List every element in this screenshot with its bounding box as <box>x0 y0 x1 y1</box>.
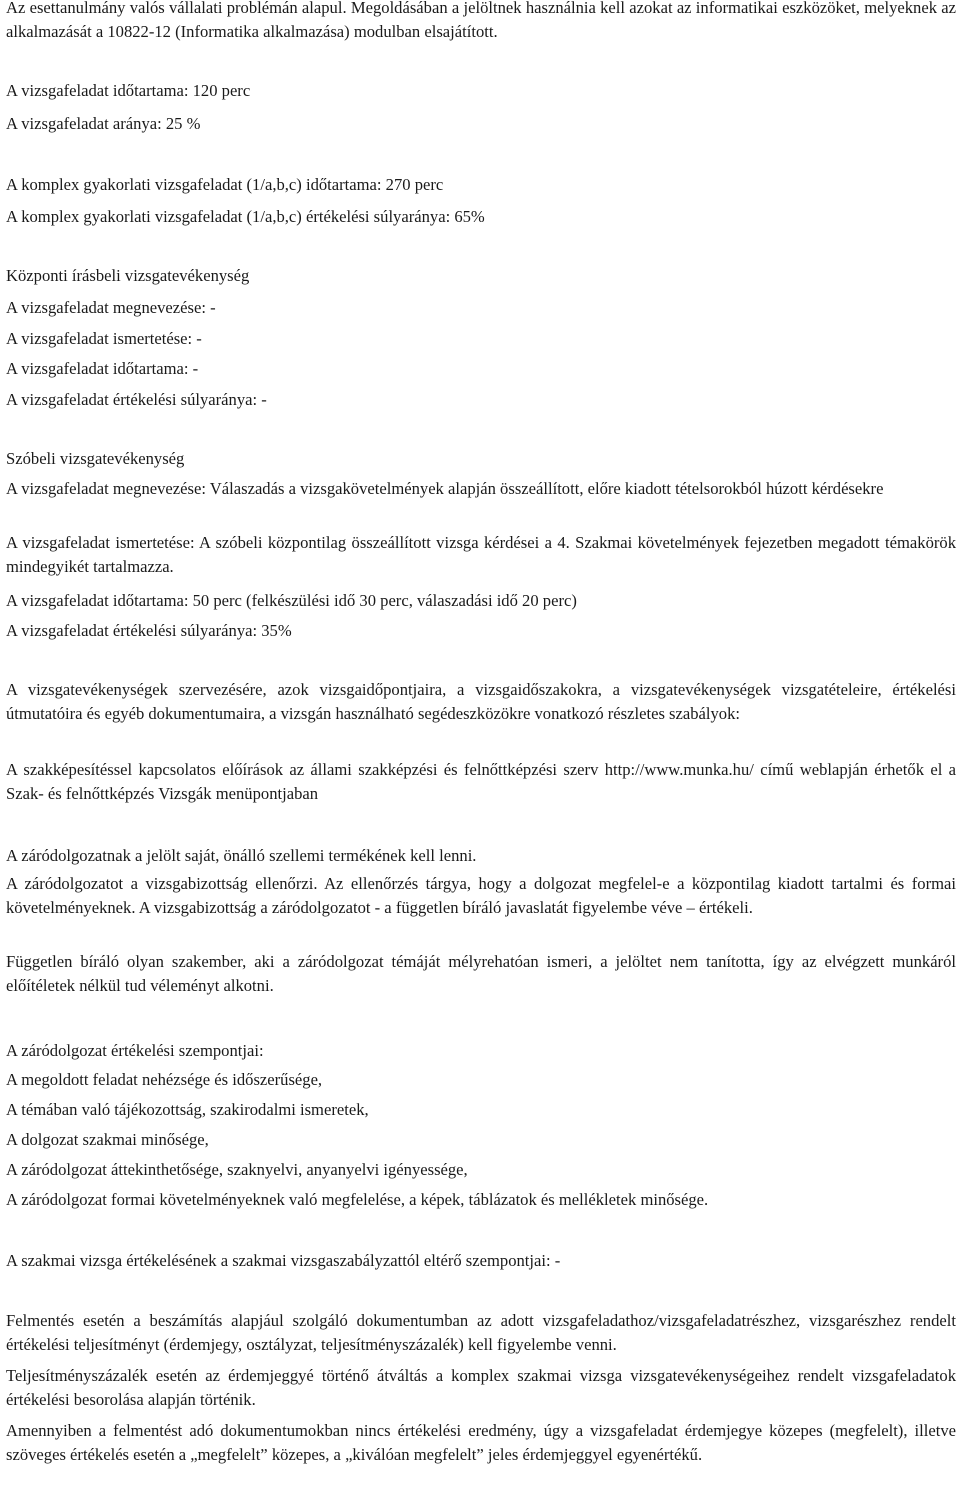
thesis-check-paragraph: A záródolgozatot a vizsgabizottság ellenőrzi. Az ellenőrzés tárgya, hogy a dolgozat megfelel-e a központilag kiadott tartalmi és formai követelményeknek. A vizsgabizottság a záródolgozatot - a független bíráló javaslatát figyelembe véve – értékeli. <box>6 874 956 917</box>
task-ratio: A vizsgafeladat aránya: 25 % <box>6 114 201 133</box>
oral-desc: A vizsgafeladat ismertetése: A szóbeli központilag összeállított vizsga kérdései a 4. Szakmai követelmények fejezetben megadott témakörök mindegyikét tartalmazza. <box>6 533 956 576</box>
deviating-criteria: A szakmai vizsga értékelésének a szakmai vizsgaszabályzattól eltérő szempontjai: - <box>6 1251 561 1270</box>
oral-title: Szóbeli vizsgatevékenység <box>6 449 185 468</box>
written-name: A vizsgafeladat megnevezése: - <box>6 298 216 317</box>
oral-name: A vizsgafeladat megnevezése: Válaszadás a vizsgakövetelmények alapján összeállított, előre kiadott tételsorokból húzott kérdésekre <box>6 479 884 498</box>
criteria-item: A megoldott feladat nehézsége és időszerűsége, <box>6 1070 323 1089</box>
written-desc: A vizsgafeladat ismertetése: - <box>6 329 202 348</box>
oral-weight: A vizsgafeladat értékelési súlyaránya: 35% <box>6 621 292 640</box>
oral-duration: A vizsgafeladat időtartama: 50 perc (felkészülési idő 30 perc, válaszadási idő 20 perc) <box>6 591 577 610</box>
written-title: Központi írásbeli vizsgatevékenység <box>6 266 250 285</box>
exemption-paragraph-1: Felmentés esetén a beszámítás alapjául szolgáló dokumentumban az adott vizsgafeladathoz/vizsgafeladatrészhez, vizsgarészhez rendelt értékelési teljesítményt (érdemjegy, osztályzat, teljesítményszázalék) kell figyelembe venni. <box>6 1311 956 1354</box>
thesis-reviewer-paragraph: Független bíráló olyan szakember, aki a záródolgozat témáját mélyrehatóan ismeri, a jelöltet nem tanította, így az elvégzett munkáról előítéletek nélkül tud véleményt alkotni. <box>6 952 956 995</box>
thesis-own-work: A záródolgozatnak a jelölt saját, önálló szellemi termékének kell lenni. <box>6 846 477 865</box>
written-weight: A vizsgafeladat értékelési súlyaránya: - <box>6 390 267 409</box>
exemption-paragraph-2: Teljesítményszázalék esetén az érdemjeggyé történő átváltás a komplex szakmai vizsga vizsgatevékenységeihez rendelt vizsgafeladatok értékelési besorolása alapján történik. <box>6 1366 956 1409</box>
criteria-title: A záródolgozat értékelési szempontjai: <box>6 1041 264 1060</box>
intro-paragraph: Az esettanulmány valós vállalati problémán alapul. Megoldásában a jelöltnek használnia kell azokat az informatikai eszközöket, melyeknek az alkalmazását a 10822-12 (Informatika alkalmazása) modulban elsajátított. <box>6 0 956 41</box>
complex-weight: A komplex gyakorlati vizsgafeladat (1/a,b,c) értékelési súlyaránya: 65% <box>6 207 485 226</box>
rules-link-paragraph: A szakképesítéssel kapcsolatos előírások az állami szakképzési és felnőttképzési szerv http://www.munka.hu/ című weblapján érhetők el a Szak- és felnőttképzés Vizsgák menüpontjaban <box>6 760 956 803</box>
criteria-item: A záródolgozat formai követelményeknek való megfelelése, a képek, táblázatok és mellékletek minősége. <box>6 1190 709 1209</box>
criteria-item: A záródolgozat áttekinthetősége, szaknyelvi, anyanyelvi igényessége, <box>6 1160 468 1179</box>
rules-paragraph: A vizsgatevékenységek szervezésére, azok vizsgaidőpontjaira, a vizsgaidőszakokra, a vizsgatevékenységek vizsgatételeire, értékelési útmutatóira és egyéb dokumentumaira, a vizsgán használható segédeszközökre vonatkozó részletes szabályok: <box>6 680 956 723</box>
criteria-item: A témában való tájékozottság, szakirodalmi ismeretek, <box>6 1100 369 1119</box>
exemption-paragraph-3: Amennyiben a felmentést adó dokumentumokban nincs értékelési eredmény, úgy a vizsgafeladat érdemjegye közepes (megfelelt), illetve szöveges értékelés esetén a „megfelelt” közepes, a „kiválóan megfelelt” jeles érdemjeggyel egyenértékű. <box>6 1421 956 1464</box>
written-duration: A vizsgafeladat időtartama: - <box>6 359 199 378</box>
criteria-item: A dolgozat szakmai minősége, <box>6 1130 209 1149</box>
task-duration: A vizsgafeladat időtartama: 120 perc <box>6 81 251 100</box>
complex-duration: A komplex gyakorlati vizsgafeladat (1/a,b,c) időtartama: 270 perc <box>6 175 444 194</box>
